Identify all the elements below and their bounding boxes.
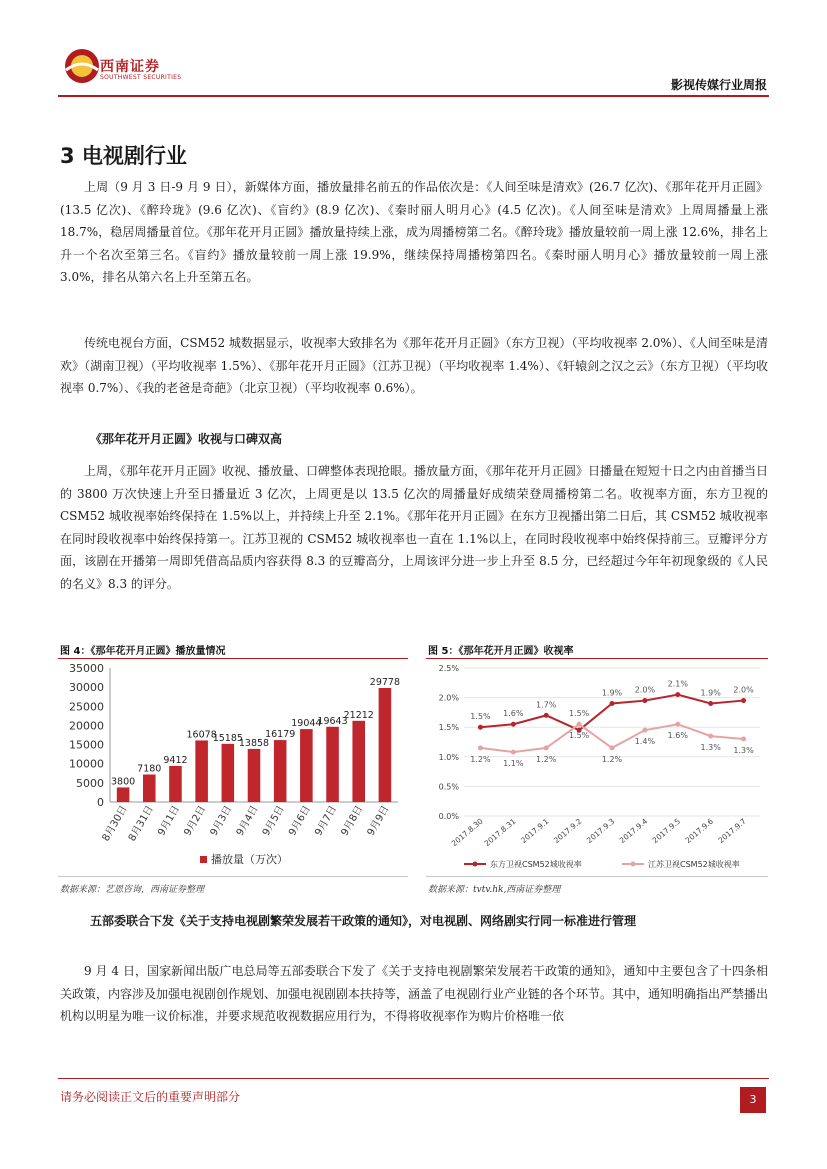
bar-data-label: 19044 bbox=[291, 718, 322, 730]
data-point bbox=[642, 698, 647, 703]
x-tick-label: 9月8日 bbox=[339, 804, 366, 838]
data-label: 1.9% bbox=[700, 688, 721, 698]
bar bbox=[169, 766, 182, 802]
data-label: 1.7% bbox=[536, 700, 557, 710]
data-label: 1.1% bbox=[503, 759, 524, 769]
subheading-ratings: 《那年花开月正圆》收视与口碑双高 bbox=[90, 432, 283, 446]
y-tick-label: 5000 bbox=[76, 776, 104, 790]
disclaimer-note: 请务必阅读正文后的重要声明部分 bbox=[60, 1090, 241, 1104]
views-bar-chart bbox=[60, 660, 408, 874]
data-point bbox=[708, 701, 713, 706]
bar-data-label: 9412 bbox=[163, 754, 188, 766]
y-tick-label: 0.5% bbox=[438, 782, 459, 792]
x-tick-label: 2017.9.6 bbox=[683, 816, 715, 846]
bar-data-label: 16179 bbox=[265, 729, 296, 741]
data-point bbox=[610, 701, 615, 706]
legend-marker bbox=[631, 862, 636, 867]
data-point bbox=[544, 745, 549, 750]
paragraph-tv-ratings: 传统电视台方面，CSM52 城数据显示，收视率大致排名为《那年花开月正圆》（东方卫视）（平均收视率 2.0%）、《人间至味是清欢》（湖南卫视）（平均收视率 1.5%）、《那年花开月正圆》（江苏卫视）（平均收视率 1.4%）、《轩辕剑之汉之云》（东方卫视）（平均收视率 0.7%）、《我的老爸是奇葩》（北京卫视）（平均收视率 0.6%）。 bbox=[60, 336, 768, 395]
x-tick-label: 9月5日 bbox=[260, 804, 287, 838]
y-tick-label: 1.5% bbox=[438, 723, 459, 733]
data-point bbox=[741, 737, 746, 742]
bar bbox=[379, 688, 392, 802]
y-tick-label: 15000 bbox=[69, 738, 104, 752]
y-tick-label: 1.0% bbox=[438, 752, 459, 762]
data-label: 1.6% bbox=[667, 731, 688, 741]
x-tick-label: 2017.8.31 bbox=[482, 816, 518, 849]
figure-4-caption: 图 4：《那年花开月正圆》播放量情况 bbox=[60, 646, 226, 657]
x-tick-label: 2017.9.5 bbox=[650, 816, 683, 846]
bar-data-label: 19643 bbox=[317, 715, 348, 727]
y-tick-label: 0 bbox=[97, 796, 104, 809]
header-divider bbox=[58, 95, 769, 97]
subheading-policy: 五部委联合下发《关于支持电视剧繁荣发展若干政策的通知》，对电视剧、网络剧实行同一标准进行管理 bbox=[90, 914, 637, 928]
legend-label: 江苏卫视CSM52城收视率 bbox=[648, 860, 740, 869]
x-tick-label: 2017.9.7 bbox=[716, 816, 748, 846]
data-point bbox=[675, 692, 680, 697]
y-tick-label: 2.5% bbox=[438, 664, 459, 673]
figure-4-rule bbox=[58, 658, 408, 659]
data-label: 1.5% bbox=[470, 712, 491, 722]
x-tick-label: 9月3日 bbox=[208, 804, 235, 838]
ratings-line-chart bbox=[426, 660, 768, 874]
data-point bbox=[511, 722, 516, 727]
x-tick-label: 9月7日 bbox=[313, 804, 340, 838]
data-label: 2.0% bbox=[733, 685, 754, 695]
y-tick-label: 10000 bbox=[69, 757, 104, 771]
paragraph-policy: 9 月 4 日，国家新闻出版广电总局等五部委联合下发了《关于支持电视剧繁荣发展若干政策的通知》，通知中主要包含了十四条相关政策，内容涉及加强电视剧创作规划、加强电视剧剧本扶持等，涵盖了电视剧行业产业链的各个环节。其中，通知明确指出严禁播出机构以明星为唯一议价标准，并要求规范收视数据应用行为，不得将收视率作为购片价格唯一依 bbox=[60, 964, 769, 1023]
section-title: 3 电视剧行业 bbox=[60, 144, 187, 168]
figure-4-source: 数据来源：艺恩咨询，西南证券整理 bbox=[60, 885, 205, 895]
bar bbox=[117, 787, 130, 802]
data-point bbox=[708, 734, 713, 739]
x-tick-label: 2017.9.4 bbox=[617, 816, 650, 846]
logo-text-cn: 西南证券 bbox=[100, 59, 160, 75]
bar-data-label: 13858 bbox=[238, 737, 270, 749]
bar-data-label: 16078 bbox=[186, 729, 217, 741]
y-tick-label: 30000 bbox=[69, 681, 104, 695]
x-tick-label: 2017.8.30 bbox=[449, 816, 485, 849]
figure-5-caption: 图 5：《那年花开月正圆》收视率 bbox=[428, 646, 574, 657]
y-tick-label: 0.0% bbox=[438, 812, 459, 821]
legend-label: 播放量（万次） bbox=[211, 853, 288, 866]
bar bbox=[143, 775, 156, 802]
y-tick-label: 25000 bbox=[69, 700, 104, 714]
data-label: 1.2% bbox=[601, 754, 623, 764]
bar-data-label: 7180 bbox=[137, 763, 162, 775]
bar-data-label: 29778 bbox=[369, 676, 401, 688]
data-label: 2.0% bbox=[634, 685, 656, 695]
paragraph-performance: 上周，《那年花开月正圆》收视、播放量、口碑整体表现抢眼。播放量方面，《那年花开月正圆》日播量在短短十日之内由首播当日的 3800 万次快速上升至日播量近 3 亿次，上周更是以 13.5 亿次的周播量好成绩荣登周播榜第二名。收视率方面，东方卫视的 CSM52 城收视率始终保持在 1.5%以上，并持续上升至 2.1%。《那年花开月正圆》在东方卫视播出第二日后，其 CSM52 城收视率在同时段收视率中始终保持第一。江苏卫视的 CSM52 城收视率也一直在 1.1%以上，在同时段收视率中始终保持前三。豆瓣评分方面，该剧在开播第一周即凭借高品质内容获得 8.3 的豆瓣高分，上周该评分进一步上升至 8.5 分，已经超过今年年初现象级的《人民的名义》8.3 的评分。 bbox=[60, 464, 769, 591]
data-point bbox=[741, 698, 746, 703]
data-point bbox=[577, 722, 582, 727]
page-number: 3 bbox=[740, 1087, 766, 1113]
x-tick-label: 9月4日 bbox=[234, 804, 261, 838]
data-point bbox=[675, 722, 680, 727]
data-label: 1.2% bbox=[470, 754, 491, 764]
x-tick-label: 9月2日 bbox=[182, 804, 209, 838]
x-tick-label: 2017.9.1 bbox=[519, 816, 551, 846]
data-point bbox=[642, 728, 647, 733]
bar bbox=[195, 740, 208, 802]
x-tick-label: 2017.9.2 bbox=[552, 816, 584, 846]
data-label: 1.9% bbox=[601, 688, 623, 698]
figure-5-bottom-rule bbox=[426, 876, 768, 877]
data-label: 1.5% bbox=[568, 731, 590, 741]
y-tick-label: 35000 bbox=[69, 662, 104, 675]
bar-data-label: 15185 bbox=[212, 732, 243, 744]
data-label: 1.2% bbox=[536, 754, 557, 764]
x-tick-label: 9月6日 bbox=[287, 804, 313, 838]
bar bbox=[352, 721, 365, 802]
bar-data-label: 21212 bbox=[343, 709, 374, 721]
data-point bbox=[478, 725, 483, 730]
data-label: 1.3% bbox=[733, 746, 754, 756]
logo-text-en: SOUTHWEST SECURITIES bbox=[100, 74, 182, 81]
figure-5-source: 数据来源：tvtv.hk,西南证券整理 bbox=[428, 885, 561, 895]
y-tick-label: 2.0% bbox=[438, 693, 459, 703]
legend-marker bbox=[473, 862, 478, 867]
bar bbox=[300, 729, 313, 802]
x-tick-label: 9月9日 bbox=[365, 804, 392, 838]
data-label: 1.3% bbox=[700, 743, 721, 753]
figure-4-bottom-rule bbox=[58, 876, 408, 877]
bar-data-label: 3800 bbox=[110, 776, 136, 788]
bar bbox=[326, 727, 339, 802]
figure-5-rule bbox=[426, 658, 768, 659]
data-point bbox=[511, 750, 516, 755]
bar bbox=[222, 744, 235, 802]
data-label: 1.5% bbox=[568, 709, 590, 719]
data-label: 1.4% bbox=[634, 737, 656, 747]
bar bbox=[248, 749, 261, 802]
paragraph-new-media: 上周（9 月 3 日-9 月 9 日），新媒体方面，播放量排名前五的作品依次是：《人间至味是清欢》(26.7 亿次)、《那年花开月正圆》(13.5 亿次)、《醉玲珑》(9.6 亿次)、《盲约》(8.9 亿次)、《秦时丽人明月心》(4.5 亿次)。《人间至味是清欢》上周周播量上涨 18.7%，稳居周播量首位。《那年花开月正圆》播放量持续上涨，成为周播榜第二名。《醉玲珑》播放量较前一周上涨 12.6%，排名上升一个名次至第三名。《盲约》播放量较前一周上涨 19.9%，继续保持周播榜第四名。《秦时丽人明月心》播放量较前一周上涨 3.0%，排名从第六名上升至第五名。 bbox=[60, 180, 768, 284]
x-tick-label: 8月30日 bbox=[100, 804, 130, 844]
legend-label: 东方卫视CSM52城收视率 bbox=[490, 860, 582, 869]
data-label: 2.1% bbox=[667, 679, 688, 689]
data-point bbox=[610, 745, 615, 750]
company-logo-icon bbox=[62, 46, 102, 86]
data-label: 1.6% bbox=[503, 709, 524, 719]
x-tick-label: 9月1日 bbox=[156, 804, 183, 838]
x-tick-label: 8月31日 bbox=[126, 804, 156, 844]
footer-divider bbox=[58, 1078, 769, 1079]
x-tick-label: 2017.9.3 bbox=[584, 816, 617, 846]
report-title: 影视传媒行业周报 bbox=[670, 78, 767, 92]
y-tick-label: 20000 bbox=[69, 719, 104, 733]
bar bbox=[274, 740, 287, 802]
data-point bbox=[478, 745, 483, 750]
data-point bbox=[544, 713, 549, 718]
legend-swatch bbox=[200, 856, 207, 863]
